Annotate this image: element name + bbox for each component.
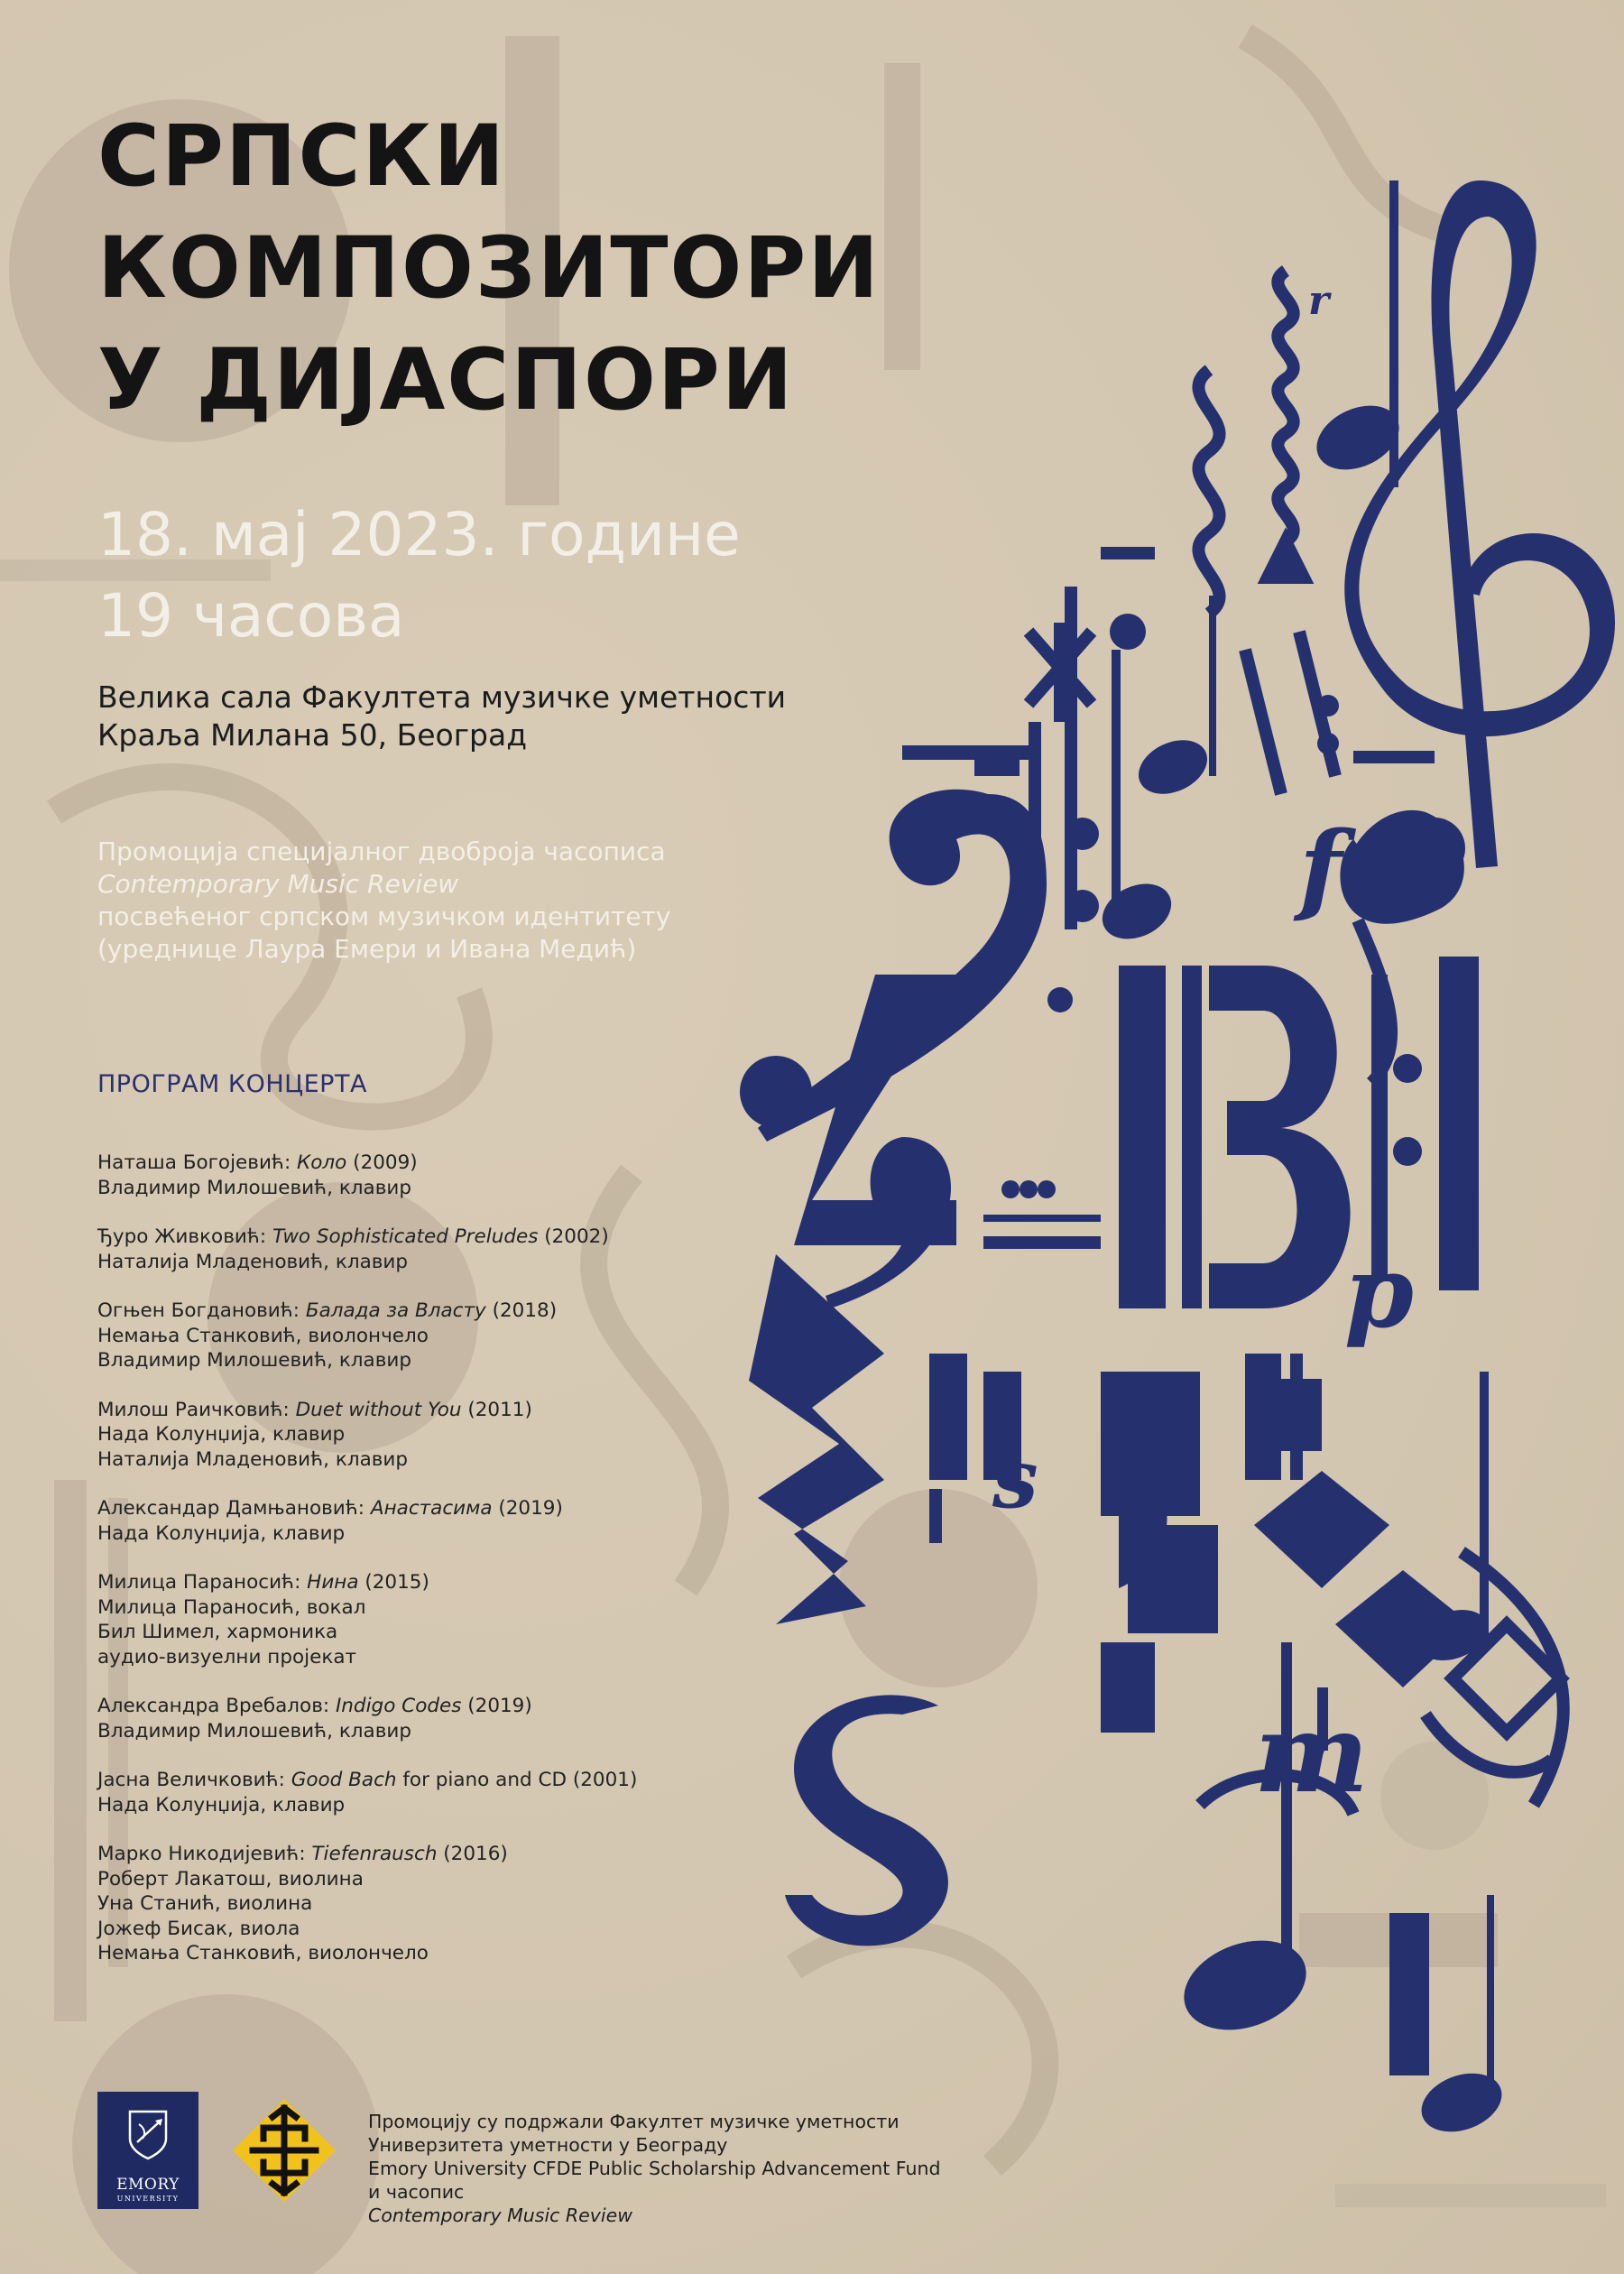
performer: Наталија Младеновић, клавир [97,1447,409,1471]
work-year: (2009) [346,1151,418,1174]
performer: Нада Колунџија, клавир [97,1521,346,1545]
promo-editors: (уреднице Лаура Емери и Ивана Медић) [97,934,637,964]
composer-name: Александра Вребалов: [97,1695,336,1717]
support-journal-name: Contemporary Music Review [368,2205,632,2226]
work-year: (2002) [538,1225,609,1248]
program-item [97,1570,819,1669]
promo-journal-name: Contemporary Music Review [97,869,459,899]
program-item-title [97,1398,819,1423]
performer: Јожеф Бисак, виола [97,1917,300,1940]
support-line-2: Универзитета уметности у Београду [368,2134,728,2156]
event-venue [97,679,786,754]
performer: Милица Параносић, вокал [97,1595,366,1619]
composer-name: Милош Раичковић: [97,1398,296,1421]
promo-line-1: Промоција специјалног двоброја часописа [97,837,666,866]
poster-title [97,101,982,437]
work-title: Tiefenrausch [311,1843,438,1865]
journal-promotion [97,836,670,966]
piano-glyph: p [1344,1234,1414,1350]
work-year: (2015) [358,1571,429,1594]
work-year: (2019) [461,1695,532,1717]
performer: Владимир Милошевић, клавир [97,1176,412,1199]
work-title: Indigo Codes [335,1695,462,1717]
concert-program-list [97,1151,819,1991]
venue-address: Краља Милана 50, Београд [97,717,528,753]
forte-glyph: f [1299,809,1343,926]
composer-name: Наташа Богојевић: [97,1151,298,1174]
work-year: for piano and CD (2001) [396,1769,638,1791]
support-line-1: Промоцију су подржали Факултет музичке уметности [368,2111,900,2132]
performer: Бил Шимел, хармоника [97,1621,338,1643]
program-item-title [97,1570,819,1595]
work-title: Балада за Власту [305,1299,486,1322]
work-title: Two Sophisticated Preludes [272,1225,539,1248]
composer-name: Јасна Величковић: [97,1769,291,1791]
performer: Нада Колунџија, клавир [97,1793,346,1816]
composer-name: Милица Параносић: [97,1571,308,1594]
work-title: Анастасима [370,1497,493,1520]
promo-line-3: посвећеног српском музичком идентитету [97,901,671,931]
program-item [97,1225,819,1274]
support-line-4 [368,2180,940,2227]
program-item [97,1151,819,1200]
composer-name: Александар Дамњановић: [97,1497,371,1520]
title-line-3: У ДИЈАСПОРИ [97,331,795,430]
program-item-title [97,1299,819,1324]
work-year: (2018) [485,1299,558,1322]
work-year: (2016) [437,1843,508,1865]
program-item [97,1694,819,1743]
program-item-title [97,1842,819,1867]
performer: Владимир Милошевић, клавир [97,1719,412,1742]
emory-shield-icon [97,2092,198,2173]
event-date: 18. мај 2023. године [97,500,741,569]
mezzo-glyph: m [1254,1690,1369,1817]
sforzando-glyph: s [992,1431,1038,1527]
performer: Нада Колунџија, клавир [97,1423,346,1446]
program-item [97,1299,819,1373]
program-item [97,1768,819,1817]
work-title: Коло [297,1151,347,1174]
event-time: 19 часова [97,581,405,651]
performer: Уна Станић, виолина [97,1892,313,1915]
support-line-3: Emory University CFDE Public Scholarship Advancement Fund [368,2158,941,2179]
composer-name: Марко Никодијевић: [97,1843,312,1865]
event-date-time [97,495,741,657]
program-item [97,1496,819,1546]
performer: Роберт Лакатош, виолина [97,1867,364,1890]
composer-name: Ђуро Живковић: [97,1225,272,1248]
performer: Владимир Милошевић, клавир [97,1349,412,1372]
performer: аудио-визуелни пројекат [97,1645,357,1669]
emory-university-logo [97,2092,198,2209]
performer: Немања Станковић, виолончело [97,1324,429,1347]
work-year: (2011) [461,1398,532,1421]
support-line-4-prefix: и часопис [368,2181,465,2203]
rest-glyph: r [1308,278,1330,324]
program-item-title [97,1151,819,1176]
program-heading: ПРОГРАМ КОНЦЕРТА [97,1070,367,1098]
emory-subtitle: UNIVERSITY [116,2195,180,2203]
program-item [97,1398,819,1473]
program-item-title [97,1768,819,1793]
venue-hall: Велика сала Факултета музичке уметности [97,679,787,715]
work-title: Good Bach [291,1769,397,1791]
program-item-title [97,1496,819,1521]
composer-name: Огњен Богдановић: [97,1299,306,1322]
work-title: Нина [307,1571,359,1594]
emory-name: EMORY [116,2176,180,2194]
support-acknowledgement [368,2110,940,2227]
program-item-title [97,1225,819,1250]
work-title: Duet without You [295,1398,462,1421]
title-line-2: КОМПОЗИТОРИ [97,219,881,318]
program-item-title [97,1694,819,1719]
title-line-1: СРПСКИ [97,107,507,206]
program-item [97,1842,819,1966]
performer: Наталија Младеновић, клавир [97,1250,409,1273]
work-year: (2019) [492,1497,563,1520]
performer: Немања Станковић, виолончело [97,1942,429,1964]
folk-ornament-emblem-icon [226,2092,343,2209]
